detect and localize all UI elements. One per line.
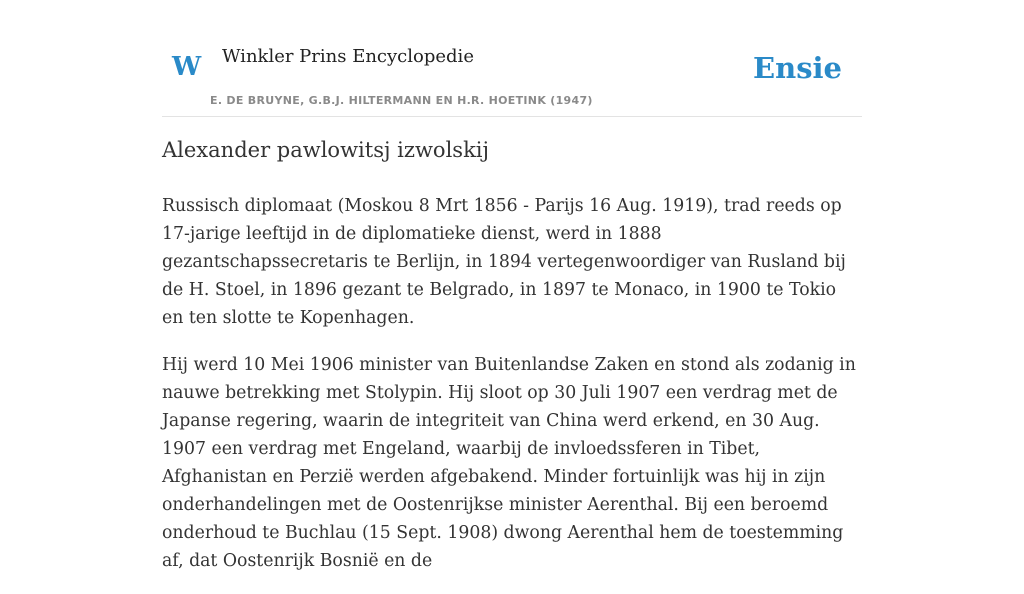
article-body xyxy=(162,192,862,594)
article-title: Alexander pawlowitsj izwolskij xyxy=(162,138,490,162)
publication-title[interactable]: Winkler Prins Encyclopedie xyxy=(222,46,474,67)
ensie-brand-link[interactable]: Ensie xyxy=(753,51,842,85)
winkler-prins-logo[interactable]: W xyxy=(172,52,202,82)
article-paragraph: Russisch diplomaat (Moskou 8 Mrt 1856 - Parijs 16 Aug. 1919), trad reeds op 17-jarige leeftijd in de diplomatieke dienst, werd in 1888 gezantschapssecretaris te Berlijn, in 1894 vertegenwoordiger van Rusland bij de H. Stoel, in 1896 gezant te Belgrado, in 1897 te Monaco, in 1900 te Tokio en ten slotte te Kopenhagen. xyxy=(162,196,846,328)
header xyxy=(162,34,862,117)
publication-authors: E. DE BRUYNE, G.B.J. HILTERMANN EN H.R. HOETINK (1947) xyxy=(210,94,593,107)
article-paragraph: Hij werd 10 Mei 1906 minister van Buitenlandse Zaken en stond als zodanig in nauwe betrekking met Stolypin. Hij sloot op 30 Juli 1907 een verdrag met de Japanse regering, waarin de integriteit van China werd erkend, en 30 Aug. 1907 een verdrag met Engeland, waarbij de invloedssferen in Tibet, Afghanistan en Perzië werden afgebakend. Minder fortuinlijk was hij in zijn onderhandelingen met de Oostenrijkse minister Aerenthal. Bij een beroemd onderhoud te Buchlau (15 Sept. 1908) dwong Aerenthal hem de toestemming af, dat Oostenrijk Bosnië en de xyxy=(162,355,856,571)
